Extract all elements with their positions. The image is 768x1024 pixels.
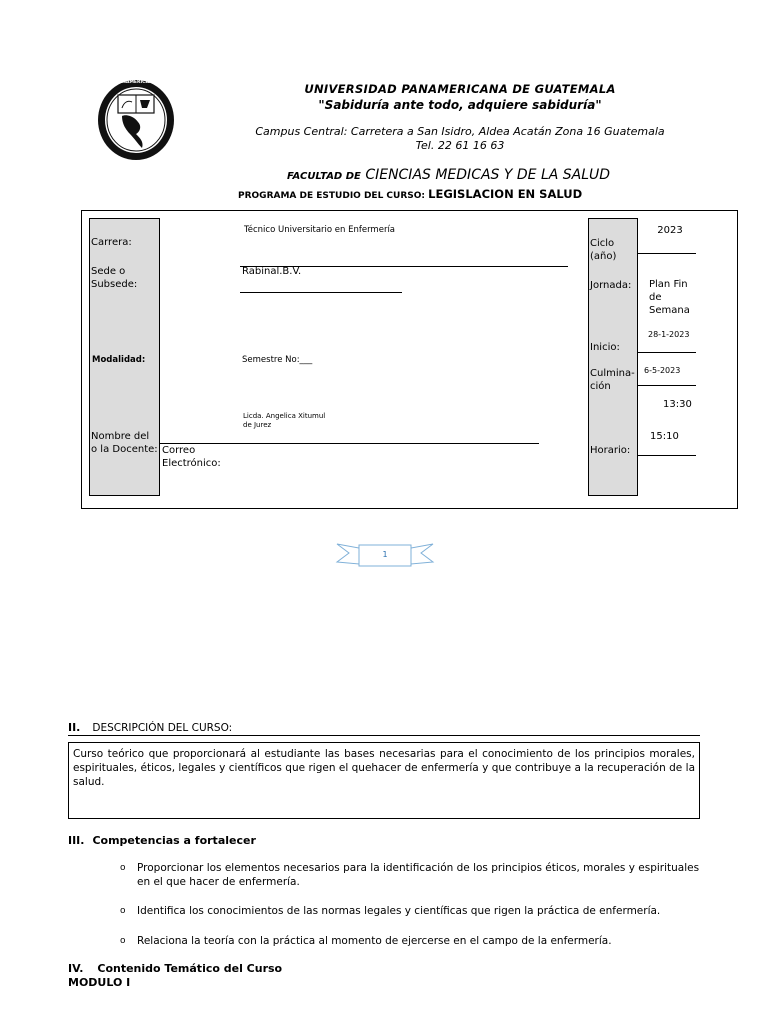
program-title — [238, 187, 658, 201]
sede-value: Rabinal.B.V. — [242, 266, 302, 277]
competency-text: Proporcionar los elementos necesarios para la identificación de los principios éticos, morales y espirituales en el que hacer de enfermería. — [137, 862, 700, 888]
horario-underline — [638, 455, 696, 456]
list-item — [120, 861, 700, 889]
inicio-label: Inicio: — [590, 342, 620, 353]
ciclo-value: 2023 — [657, 225, 683, 236]
competency-text: Identifica los conocimientos de las normas legales y científicas que rigen la práctica de enfermería. — [137, 905, 661, 917]
module-label: MODULO I — [68, 976, 131, 989]
culminacion-value: 6-5-2023 — [644, 366, 681, 375]
horario-start: 13:30 — [663, 399, 692, 410]
module-title — [68, 976, 130, 989]
section-2-heading — [68, 721, 232, 734]
competency-text: Relaciona la teoría con la práctica al momento de ejercerse en el campo de la enfermería. — [137, 935, 612, 947]
program-prefix: PROGRAMA DE ESTUDIO DEL CURSO: — [238, 191, 426, 201]
faculty-prefix: FACULTAD DE — [287, 171, 361, 182]
section-4-title: Contenido Temático del Curso — [97, 962, 283, 975]
section-2-rule — [68, 735, 700, 736]
campus-phone: Tel. 22 61 16 63 — [415, 139, 505, 152]
list-item — [120, 904, 700, 918]
docente-label-line2: o la Docente: — [91, 444, 158, 455]
ciclo-label-line1: Ciclo — [590, 238, 615, 249]
modalidad-label: Modalidad: — [92, 355, 146, 365]
description-box — [68, 742, 700, 819]
culminacion-label-line1: Culmina- — [590, 368, 635, 379]
page-number-ribbon — [335, 540, 435, 568]
university-motto: "Sabiduría ante todo, adquiere sabiduría" — [318, 98, 602, 112]
program-name: LEGISLACION EN SALUD — [428, 187, 583, 201]
sede-underline — [240, 292, 402, 293]
jornada-value-line1: Plan Fin — [649, 279, 688, 290]
correo-label-line1: Correo — [162, 445, 196, 456]
ciclo-label-line2: (año) — [590, 251, 617, 262]
docente-value-line1: Licda. Angelica Xitumul — [243, 412, 326, 420]
section-3-number: III. — [68, 834, 85, 847]
section-3-heading — [68, 834, 256, 847]
sede-label-line2: Subsede: — [91, 279, 138, 290]
jornada-label: Jornada: — [590, 280, 632, 291]
bullet-icon: o — [120, 906, 126, 916]
jornada-value-line3: Semana — [649, 305, 690, 316]
culminacion-label-line2: ción — [590, 381, 611, 392]
faculty-title — [287, 167, 687, 183]
description-text: Curso teórico que proporcionará al estudiante las bases necesarias para el conocimiento de los principios morales, espirituales, éticos, legales y científicos que rigen el quehacer de enfermería y que contribuye a la recuperación de la salud. — [73, 748, 695, 788]
bullet-icon: o — [120, 863, 126, 873]
semestre-label: Semestre No:___ — [242, 355, 313, 365]
jornada-value-line2: de — [649, 292, 662, 303]
university-seal — [96, 78, 176, 162]
section-2-title: DESCRIPCIÓN DEL CURSO: — [92, 722, 233, 734]
docente-underline — [160, 443, 539, 444]
seal-text: PANAMERICANA — [115, 80, 157, 85]
inicio-value: 28-1-2023 — [648, 330, 690, 339]
docente-value-line2: de Jurez — [243, 421, 272, 429]
carrera-label: Carrera: — [91, 237, 132, 248]
section-3-title: Competencias a fortalecer — [92, 834, 256, 847]
section-4-heading — [68, 962, 282, 975]
horario-end: 15:10 — [650, 431, 679, 442]
ciclo-underline — [638, 253, 696, 254]
section-2-number: II. — [68, 721, 81, 734]
page-number: 1 — [382, 550, 388, 559]
list-item — [120, 934, 700, 948]
bullet-icon: o — [120, 936, 126, 946]
inicio-underline — [638, 352, 696, 353]
section-4-number: IV. — [68, 962, 84, 975]
carrera-value: Técnico Universitario en Enfermería — [244, 225, 396, 235]
faculty-name: CIENCIAS MEDICAS Y DE LA SALUD — [365, 167, 611, 183]
correo-label-line2: Electrónico: — [162, 458, 221, 469]
horario-label: Horario: — [590, 445, 631, 456]
sede-label-line1: Sede o — [91, 266, 126, 277]
campus-address: Campus Central: Carretera a San Isidro, Aldea Acatán Zona 16 Guatemala — [255, 125, 665, 138]
university-name: UNIVERSIDAD PANAMERICANA DE GUATEMALA — [304, 82, 616, 96]
docente-label-line1: Nombre del — [91, 431, 150, 442]
culminacion-underline — [638, 385, 696, 386]
